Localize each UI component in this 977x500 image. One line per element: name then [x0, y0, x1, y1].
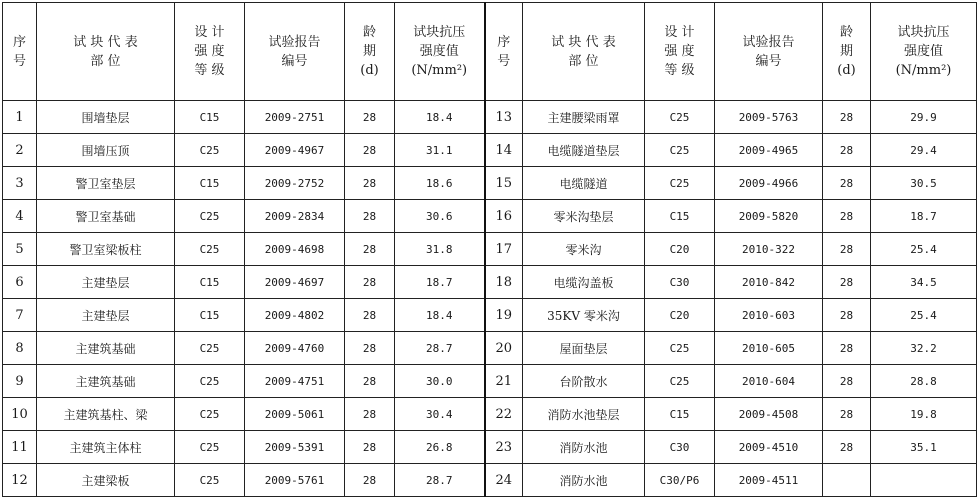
- header-report: [245, 3, 345, 101]
- cell-part: 围墙垫层: [37, 101, 175, 134]
- cell-strength: 18.4: [395, 101, 485, 134]
- cell-report: 2009-4965: [715, 134, 823, 167]
- table-row: [3, 101, 977, 134]
- header-line: 强 度: [664, 44, 695, 59]
- cell-no: 16: [485, 200, 523, 233]
- cell-age: 28: [345, 134, 395, 167]
- cell-strength: 28.7: [395, 464, 485, 497]
- cell-age: 28: [345, 398, 395, 431]
- cell-report: 2009-4511: [715, 464, 823, 497]
- header-line: 试 块 代 表: [551, 34, 616, 50]
- cell-part: 电缆隧道: [523, 167, 645, 200]
- cell-report: 2009-4760: [245, 332, 345, 365]
- cell-strength: 29.4: [871, 134, 977, 167]
- cell-report: 2009-5761: [245, 464, 345, 497]
- cell-strength: 19.8: [871, 398, 977, 431]
- cell-age: 28: [823, 266, 871, 299]
- cell-part: 主建筑主体柱: [37, 431, 175, 464]
- cell-part: 零米沟: [523, 233, 645, 266]
- header-line: 龄: [839, 25, 853, 40]
- table-row: [3, 464, 977, 497]
- cell-strength: 25.4: [871, 299, 977, 332]
- cell-grade: C15: [175, 299, 245, 332]
- cell-grade: C15: [645, 398, 715, 431]
- cell-no: 10: [3, 398, 37, 431]
- cell-strength: 32.2: [871, 332, 977, 365]
- cell-report: 2009-4697: [245, 266, 345, 299]
- cell-no: 2: [3, 134, 37, 167]
- header-strength: [871, 3, 977, 101]
- header-line: (d): [360, 63, 379, 78]
- table-row: [3, 233, 977, 266]
- cell-no: 23: [485, 431, 523, 464]
- cell-part: 主建筑基础: [37, 365, 175, 398]
- cell-report: 2010-605: [715, 332, 823, 365]
- cell-age: 28: [823, 431, 871, 464]
- cell-strength: 18.7: [871, 200, 977, 233]
- table-body: [3, 101, 977, 497]
- header-line: 号: [12, 53, 26, 69]
- cell-strength: 31.1: [395, 134, 485, 167]
- cell-age: 28: [823, 365, 871, 398]
- cell-age: 28: [345, 233, 395, 266]
- cell-strength: 34.5: [871, 266, 977, 299]
- cell-age: 28: [823, 200, 871, 233]
- cell-grade: C30/P6: [645, 464, 715, 497]
- header-age: [823, 3, 871, 101]
- header-part: [37, 3, 175, 101]
- cell-age: 28: [345, 299, 395, 332]
- header-seq: [485, 3, 523, 101]
- cell-strength: 18.6: [395, 167, 485, 200]
- cell-grade: C25: [175, 464, 245, 497]
- cell-part: 主建腰梁雨罩: [523, 101, 645, 134]
- cell-grade: C20: [645, 299, 715, 332]
- cell-no: 12: [3, 464, 37, 497]
- cell-strength: 35.1: [871, 431, 977, 464]
- cell-part: 消防水池: [523, 431, 645, 464]
- cell-grade: C20: [645, 233, 715, 266]
- header-line: 序: [12, 34, 26, 50]
- cell-grade: C25: [175, 134, 245, 167]
- cell-strength: 30.4: [395, 398, 485, 431]
- header-grade: [175, 3, 245, 101]
- header-line: 设 计: [664, 25, 695, 40]
- cell-grade: C15: [645, 200, 715, 233]
- cell-strength: 29.9: [871, 101, 977, 134]
- cell-report: 2009-5763: [715, 101, 823, 134]
- header-grade: [645, 3, 715, 101]
- cell-age: 28: [345, 266, 395, 299]
- cell-report: 2009-5391: [245, 431, 345, 464]
- cell-report: 2009-2834: [245, 200, 345, 233]
- cell-grade: C25: [175, 200, 245, 233]
- cell-age: [823, 464, 871, 497]
- cell-age: 28: [823, 167, 871, 200]
- cell-no: 15: [485, 167, 523, 200]
- table-row: [3, 332, 977, 365]
- header-seq: [3, 3, 37, 101]
- header-report: [715, 3, 823, 101]
- header-line: 部 位: [90, 53, 121, 69]
- cell-no: 24: [485, 464, 523, 497]
- cell-grade: C25: [645, 167, 715, 200]
- header-line: 试验报告: [268, 34, 321, 50]
- cell-grade: C25: [645, 365, 715, 398]
- cell-age: 28: [345, 431, 395, 464]
- concrete-test-table: [2, 2, 977, 497]
- cell-age: 28: [823, 134, 871, 167]
- cell-part: 电缆沟盖板: [523, 266, 645, 299]
- cell-report: 2010-322: [715, 233, 823, 266]
- header-line: 试块抗压: [413, 25, 466, 40]
- cell-no: 19: [485, 299, 523, 332]
- table-row: [3, 365, 977, 398]
- table-row: [3, 200, 977, 233]
- cell-age: 28: [345, 464, 395, 497]
- cell-grade: C25: [175, 233, 245, 266]
- header-line: 编号: [755, 53, 782, 69]
- cell-grade: C25: [645, 332, 715, 365]
- cell-grade: C25: [175, 365, 245, 398]
- cell-report: 2009-2751: [245, 101, 345, 134]
- cell-report: 2009-5820: [715, 200, 823, 233]
- cell-report: 2009-4802: [245, 299, 345, 332]
- cell-grade: C25: [175, 332, 245, 365]
- header-line: 部 位: [568, 53, 599, 69]
- cell-report: 2009-4510: [715, 431, 823, 464]
- cell-no: 7: [3, 299, 37, 332]
- cell-report: 2009-4751: [245, 365, 345, 398]
- header-line: 期: [362, 44, 376, 59]
- header-line: (N/mm²): [411, 63, 468, 78]
- cell-part: 主建筑基础: [37, 332, 175, 365]
- cell-no: 6: [3, 266, 37, 299]
- cell-part: 消防水池垫层: [523, 398, 645, 431]
- header-line: 设 计: [194, 25, 225, 40]
- header-line: (N/mm²): [895, 63, 952, 78]
- cell-part: 台阶散水: [523, 365, 645, 398]
- cell-no: 9: [3, 365, 37, 398]
- header-line: 编号: [281, 53, 308, 69]
- header-part: [523, 3, 645, 101]
- cell-strength: 18.7: [395, 266, 485, 299]
- cell-grade: C25: [645, 101, 715, 134]
- cell-age: 28: [345, 167, 395, 200]
- cell-strength: 30.0: [395, 365, 485, 398]
- cell-part: 警卫室垫层: [37, 167, 175, 200]
- header-line: 试块抗压: [897, 25, 950, 40]
- table-row: [3, 167, 977, 200]
- cell-no: 14: [485, 134, 523, 167]
- header-line: 期: [839, 44, 853, 59]
- cell-strength: 25.4: [871, 233, 977, 266]
- cell-strength: 31.8: [395, 233, 485, 266]
- cell-age: 28: [823, 101, 871, 134]
- header-line: 强度值: [903, 44, 943, 59]
- cell-part: 主建筑基柱、梁: [37, 398, 175, 431]
- cell-age: 28: [823, 299, 871, 332]
- cell-strength: 28.8: [871, 365, 977, 398]
- cell-part: 零米沟垫层: [523, 200, 645, 233]
- cell-part: 主建垫层: [37, 266, 175, 299]
- cell-age: 28: [823, 332, 871, 365]
- cell-report: 2009-4698: [245, 233, 345, 266]
- cell-age: 28: [823, 398, 871, 431]
- cell-no: 20: [485, 332, 523, 365]
- table-row: [3, 134, 977, 167]
- cell-strength: 18.4: [395, 299, 485, 332]
- header-line: 试 块 代 表: [73, 34, 138, 50]
- cell-strength: 26.8: [395, 431, 485, 464]
- header-row: [3, 3, 977, 101]
- cell-no: 21: [485, 365, 523, 398]
- cell-grade: C15: [175, 167, 245, 200]
- cell-grade: C25: [645, 134, 715, 167]
- cell-no: 3: [3, 167, 37, 200]
- cell-part: 警卫室基础: [37, 200, 175, 233]
- cell-no: 18: [485, 266, 523, 299]
- cell-report: 2009-4966: [715, 167, 823, 200]
- table-row: [3, 266, 977, 299]
- cell-report: 2010-603: [715, 299, 823, 332]
- header-line: 强 度: [194, 44, 225, 59]
- cell-age: 28: [345, 200, 395, 233]
- cell-no: 8: [3, 332, 37, 365]
- cell-grade: C30: [645, 266, 715, 299]
- table-row: [3, 398, 977, 431]
- cell-part: 35KV 零米沟: [523, 299, 645, 332]
- header-line: 龄: [362, 25, 376, 40]
- cell-report: 2010-604: [715, 365, 823, 398]
- cell-strength: 28.7: [395, 332, 485, 365]
- cell-no: 4: [3, 200, 37, 233]
- cell-part: 消防水池: [523, 464, 645, 497]
- cell-part: 电缆隧道垫层: [523, 134, 645, 167]
- header-line: 号: [497, 53, 511, 69]
- header-line: (d): [837, 63, 856, 78]
- cell-age: 28: [823, 233, 871, 266]
- cell-part: 围墙压顶: [37, 134, 175, 167]
- cell-age: 28: [345, 101, 395, 134]
- table-row: [3, 431, 977, 464]
- cell-grade: C25: [175, 398, 245, 431]
- cell-report: 2009-4508: [715, 398, 823, 431]
- cell-part: 主建垫层: [37, 299, 175, 332]
- header-age: [345, 3, 395, 101]
- table-row: [3, 299, 977, 332]
- cell-strength: 30.5: [871, 167, 977, 200]
- cell-strength: 30.6: [395, 200, 485, 233]
- cell-no: 17: [485, 233, 523, 266]
- cell-no: 1: [3, 101, 37, 134]
- cell-report: 2009-2752: [245, 167, 345, 200]
- cell-no: 5: [3, 233, 37, 266]
- cell-no: 11: [3, 431, 37, 464]
- cell-grade: C15: [175, 266, 245, 299]
- header-line: 等 级: [194, 63, 225, 78]
- cell-grade: C15: [175, 101, 245, 134]
- cell-report: 2009-5061: [245, 398, 345, 431]
- cell-grade: C25: [175, 431, 245, 464]
- cell-report: 2009-4967: [245, 134, 345, 167]
- cell-grade: C30: [645, 431, 715, 464]
- cell-part: 屋面垫层: [523, 332, 645, 365]
- cell-no: 22: [485, 398, 523, 431]
- cell-part: 主建梁板: [37, 464, 175, 497]
- cell-report: 2010-842: [715, 266, 823, 299]
- cell-age: 28: [345, 332, 395, 365]
- header-line: 试验报告: [742, 34, 795, 50]
- header-strength: [395, 3, 485, 101]
- cell-part: 警卫室梁板柱: [37, 233, 175, 266]
- cell-strength: [871, 464, 977, 497]
- header-line: 等 级: [664, 63, 695, 78]
- cell-age: 28: [345, 365, 395, 398]
- header-line: 强度值: [419, 44, 459, 59]
- header-line: 序: [497, 34, 511, 50]
- cell-no: 13: [485, 101, 523, 134]
